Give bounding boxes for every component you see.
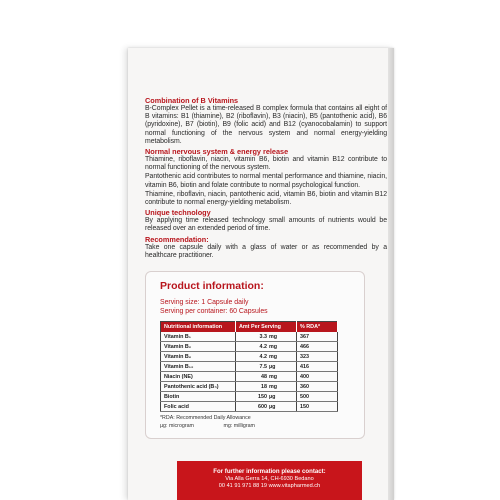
contact-address: Via Alla Gerra 14, CH-6930 Bedano (225, 476, 314, 482)
amount-unit: µg (269, 393, 276, 400)
nutrient-rda: 400 (297, 372, 338, 382)
nutrient-amount (236, 352, 297, 362)
table-row (161, 382, 338, 392)
header-rda: % RDA* (297, 322, 338, 333)
amount-value: 3.3 (259, 333, 267, 340)
amount-value: 4.2 (259, 343, 267, 350)
nutrient-rda: 466 (297, 342, 338, 352)
box-side-edge (388, 48, 394, 500)
table-row (161, 342, 338, 352)
amount-unit: µg (269, 403, 276, 410)
amount-value: 150 (258, 393, 267, 400)
contact-title: For further information please contact: (213, 468, 326, 475)
table-row (161, 392, 338, 402)
section-paragraph: B-Complex Pellet is a time-released B complex formula that contains all eight of B vitamins: B1 (thiamine), B2 (riboflavin), B3 (niacin), B5 (pantothenic acid), B6 (pyridoxine), B7 (biotin), B9 (folic acid) and B12 (cyanocobalamin) to support normal functioning of the nervous system and normal energy-yielding metabolism. (145, 105, 387, 145)
section-heading: Combination of B Vitamins (145, 96, 239, 105)
section-paragraph: Pantothenic acid contributes to normal mental performance and thiamine, niacin, vitamin B6, biotin and folate contribute to normal psychological function. (145, 173, 387, 189)
nutrient-name: Vitamin B₁ (161, 332, 236, 342)
nutrient-amount (236, 372, 297, 382)
section-paragraph: Thiamine, riboflavin, niacin, vitamin B6, biotin and vitamin B12 contribute to normal functioning of the nervous system. (145, 156, 387, 172)
amount-value: 7.5 (259, 363, 267, 370)
nutrient-rda: 360 (297, 382, 338, 392)
section-paragraph: Thiamine, riboflavin, niacin, pantothenic acid, vitamin B6, biotin and vitamin B12 contribute to normal energy-yielding metabolism. (145, 190, 387, 207)
nutrient-amount (236, 392, 297, 402)
nutrient-name: Vitamin B₁₂ (161, 362, 236, 372)
amount-unit: mg (269, 343, 278, 350)
milligram-footnote: mg: milligram (223, 423, 255, 429)
nutrient-rda: 416 (297, 362, 338, 372)
nutrient-name: Niacin (NE) (161, 372, 236, 382)
table-row (161, 372, 338, 382)
servings-per-container: Serving per container: 60 Capsules (160, 308, 268, 315)
table-row (161, 362, 338, 372)
serving-size: Serving size: 1 Capsule daily (160, 299, 249, 306)
header-nutritional-info: Nutritional information (161, 322, 236, 333)
product-info-panel (145, 271, 365, 439)
nutrition-table-header (161, 322, 338, 333)
nutrient-name: Biotin (161, 392, 236, 402)
nutrient-rda: 150 (297, 402, 338, 412)
amount-unit: µg (269, 363, 276, 370)
description-sections (145, 96, 387, 260)
amount-unit: mg (269, 373, 278, 380)
amount-value: 48 (261, 373, 267, 380)
section-paragraph: Take one capsule daily with a glass of water or as recommended by a healthcare practitioner. (145, 243, 387, 259)
nutrient-amount (236, 342, 297, 352)
table-row (161, 332, 338, 342)
nutrient-name: Vitamin B₆ (161, 352, 236, 362)
table-row (161, 352, 338, 362)
nutrient-rda: 367 (297, 332, 338, 342)
section-paragraph: By applying time released technology small amounts of nutrients would be released over an extended period of time. (145, 217, 387, 233)
nutrient-amount (236, 402, 297, 412)
microgram-footnote: µg: microgram (160, 423, 194, 429)
nutrient-name: Pantothenic acid (B₅) (161, 382, 236, 392)
amount-unit: mg (269, 353, 278, 360)
rda-footnote: *RDA: Recommended Daily Allowance (160, 415, 251, 421)
amount-value: 18 (261, 383, 267, 390)
section-heading: Unique technology (145, 208, 211, 218)
contact-band (177, 461, 362, 500)
nutrient-name: Folic acid (161, 402, 236, 412)
amount-value: 600 (258, 403, 267, 410)
nutrient-rda: 500 (297, 392, 338, 402)
header-amount: Amt Per Serving (236, 322, 297, 333)
nutrient-rda: 323 (297, 352, 338, 362)
table-row (161, 402, 338, 412)
amount-unit: mg (269, 383, 278, 390)
nutrition-table (160, 321, 338, 412)
section-heading: Recommendation: (145, 234, 209, 244)
section-heading: Normal nervous system & energy release (145, 147, 289, 157)
nutrient-name: Vitamin B₂ (161, 342, 236, 352)
units-footnote (160, 423, 255, 429)
nutrient-amount (236, 332, 297, 342)
amount-unit: mg (269, 333, 278, 340)
amount-value: 4.2 (259, 353, 267, 360)
product-info-title: Product information: (160, 280, 264, 292)
nutrient-amount (236, 382, 297, 392)
nutrient-amount (236, 362, 297, 372)
contact-phone-web: 00 41 91 971 88 19 www.vitapharmed.ch (218, 483, 321, 489)
product-box (128, 48, 394, 500)
